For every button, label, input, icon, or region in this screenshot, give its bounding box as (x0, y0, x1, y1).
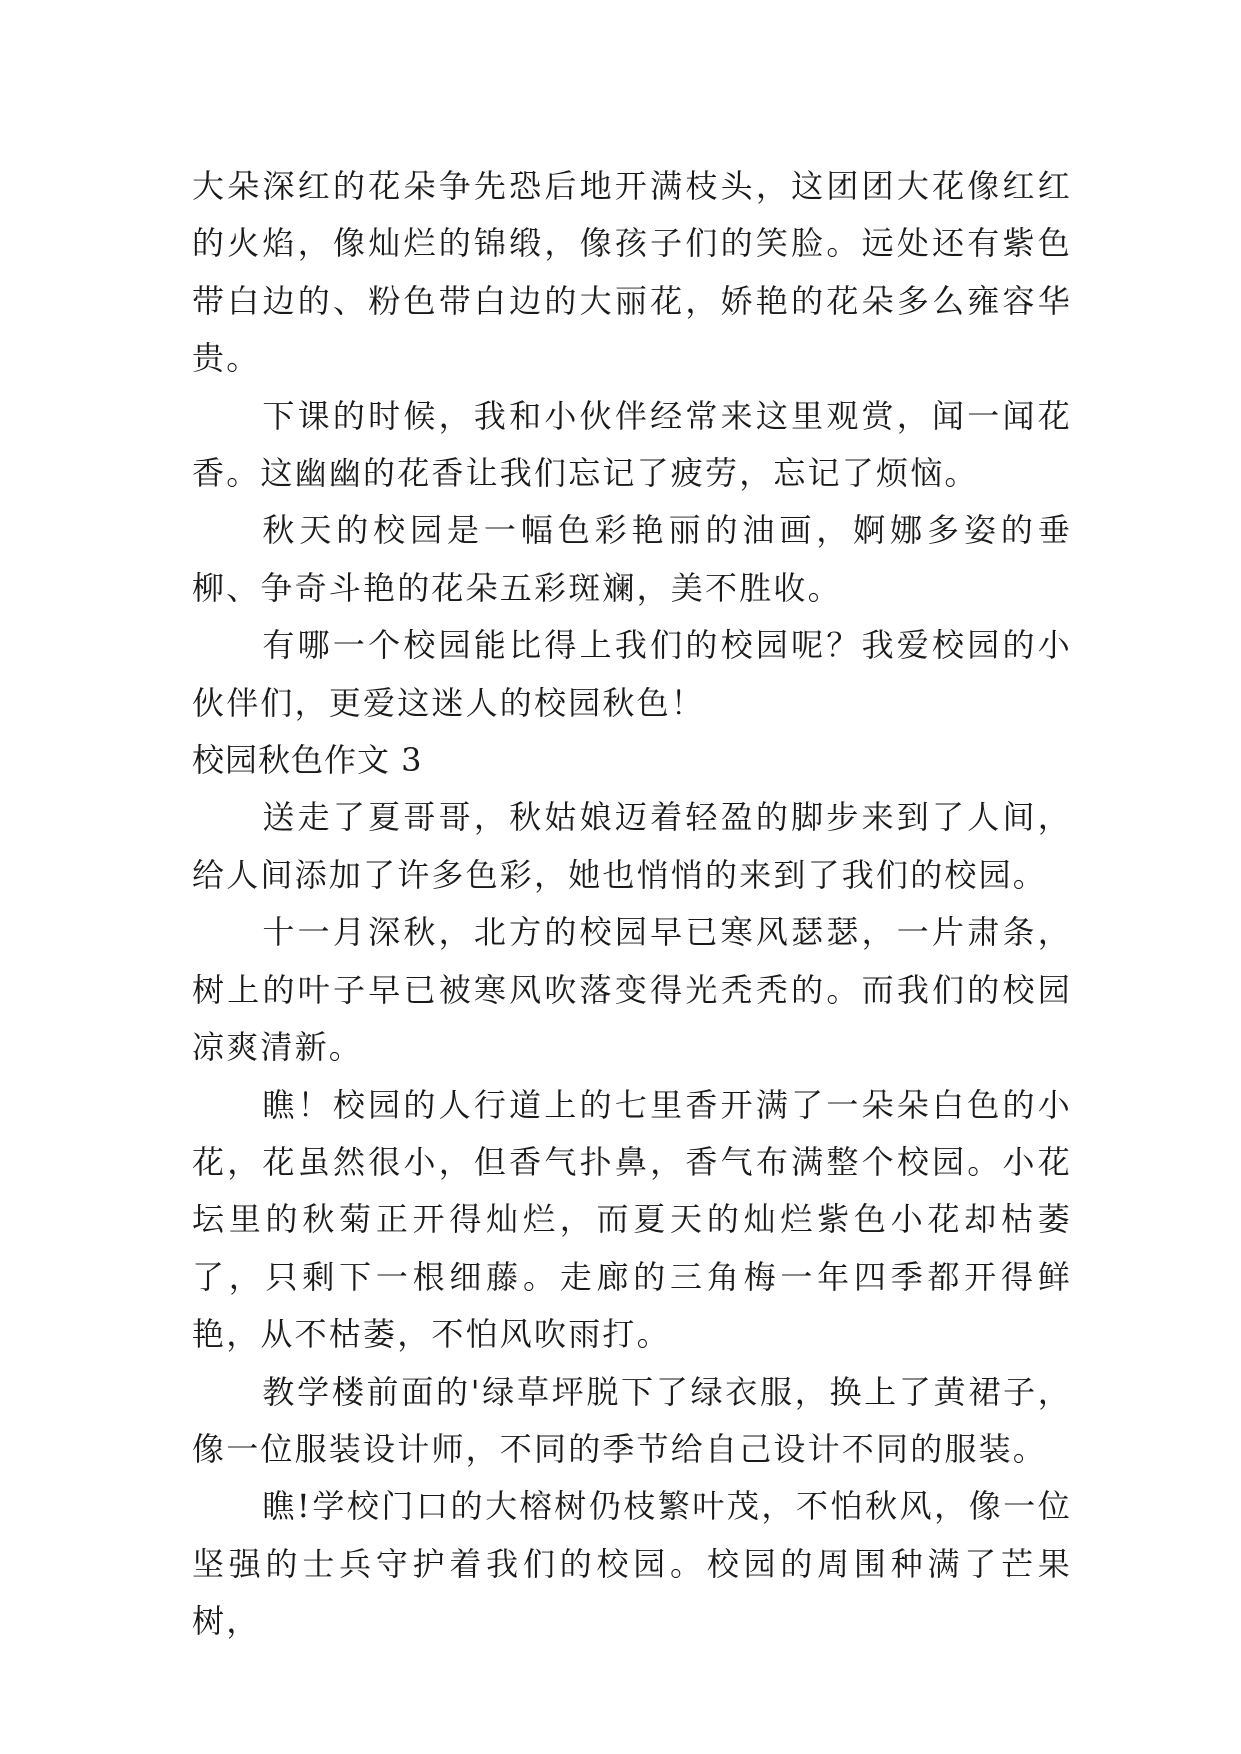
paragraph: 瞧!学校门口的大榕树仍枝繁叶茂，不怕秋风，像一位坚强的士兵守护着我们的校园。校园的周围种满了芒果树， (192, 1487, 1072, 1641)
section-heading: 校园秋色作文 3 (192, 741, 423, 780)
paragraph: 下课的时候，我和小伙伴经常来这里观赏，闻一闻花香。这幽幽的花香让我们忘记了疲劳，忘记了烦恼。 (192, 396, 1072, 493)
paragraph: 送走了夏哥哥，秋姑娘迈着轻盈的脚步来到了人间，给人间添加了许多色彩，她也悄悄的来到了我们的校园。 (192, 798, 1072, 894)
paragraph: 大朵深红的花朵争先恐后地开满枝头，这团团大花像红红的火焰，像灿烂的锦缎，像孩子们的笑脸。远处还有紫色带白边的、粉色带白边的大丽花，娇艳的花朵多么雍容华贵。 (192, 167, 1072, 378)
document-body (192, 158, 1072, 1651)
paragraph: 瞧！校园的人行道上的七里香开满了一朵朵白色的小花，花虽然很小，但香气扑鼻，香气布满整个校园。小花坛里的秋菊正开得灿烂，而夏天的灿烂紫色小花却枯萎了，只剩下一根细藤。走廊的三角梅一年四季都开得鲜艳，从不枯萎，不怕风吹雨打。 (192, 1085, 1072, 1354)
paragraph: 有哪一个校园能比得上我们的校园呢？我爱校园的小伙伴们，更爱这迷人的校园秋色！ (192, 626, 1072, 722)
paragraph: 秋天的校园是一幅色彩艳丽的油画，婀娜多姿的垂柳、争奇斗艳的花朵五彩斑斓，美不胜收。 (192, 511, 1072, 607)
paragraph: 教学楼前面的'绿草坪脱下了绿衣服，换上了黄裙子，像一位服装设计师，不同的季节给自己设计不同的服装。 (192, 1372, 1072, 1468)
paragraph: 十一月深秋，北方的校园早已寒风瑟瑟，一片肃条，树上的叶子早已被寒风吹落变得光秃秃的。而我们的校园凉爽清新。 (192, 913, 1072, 1067)
